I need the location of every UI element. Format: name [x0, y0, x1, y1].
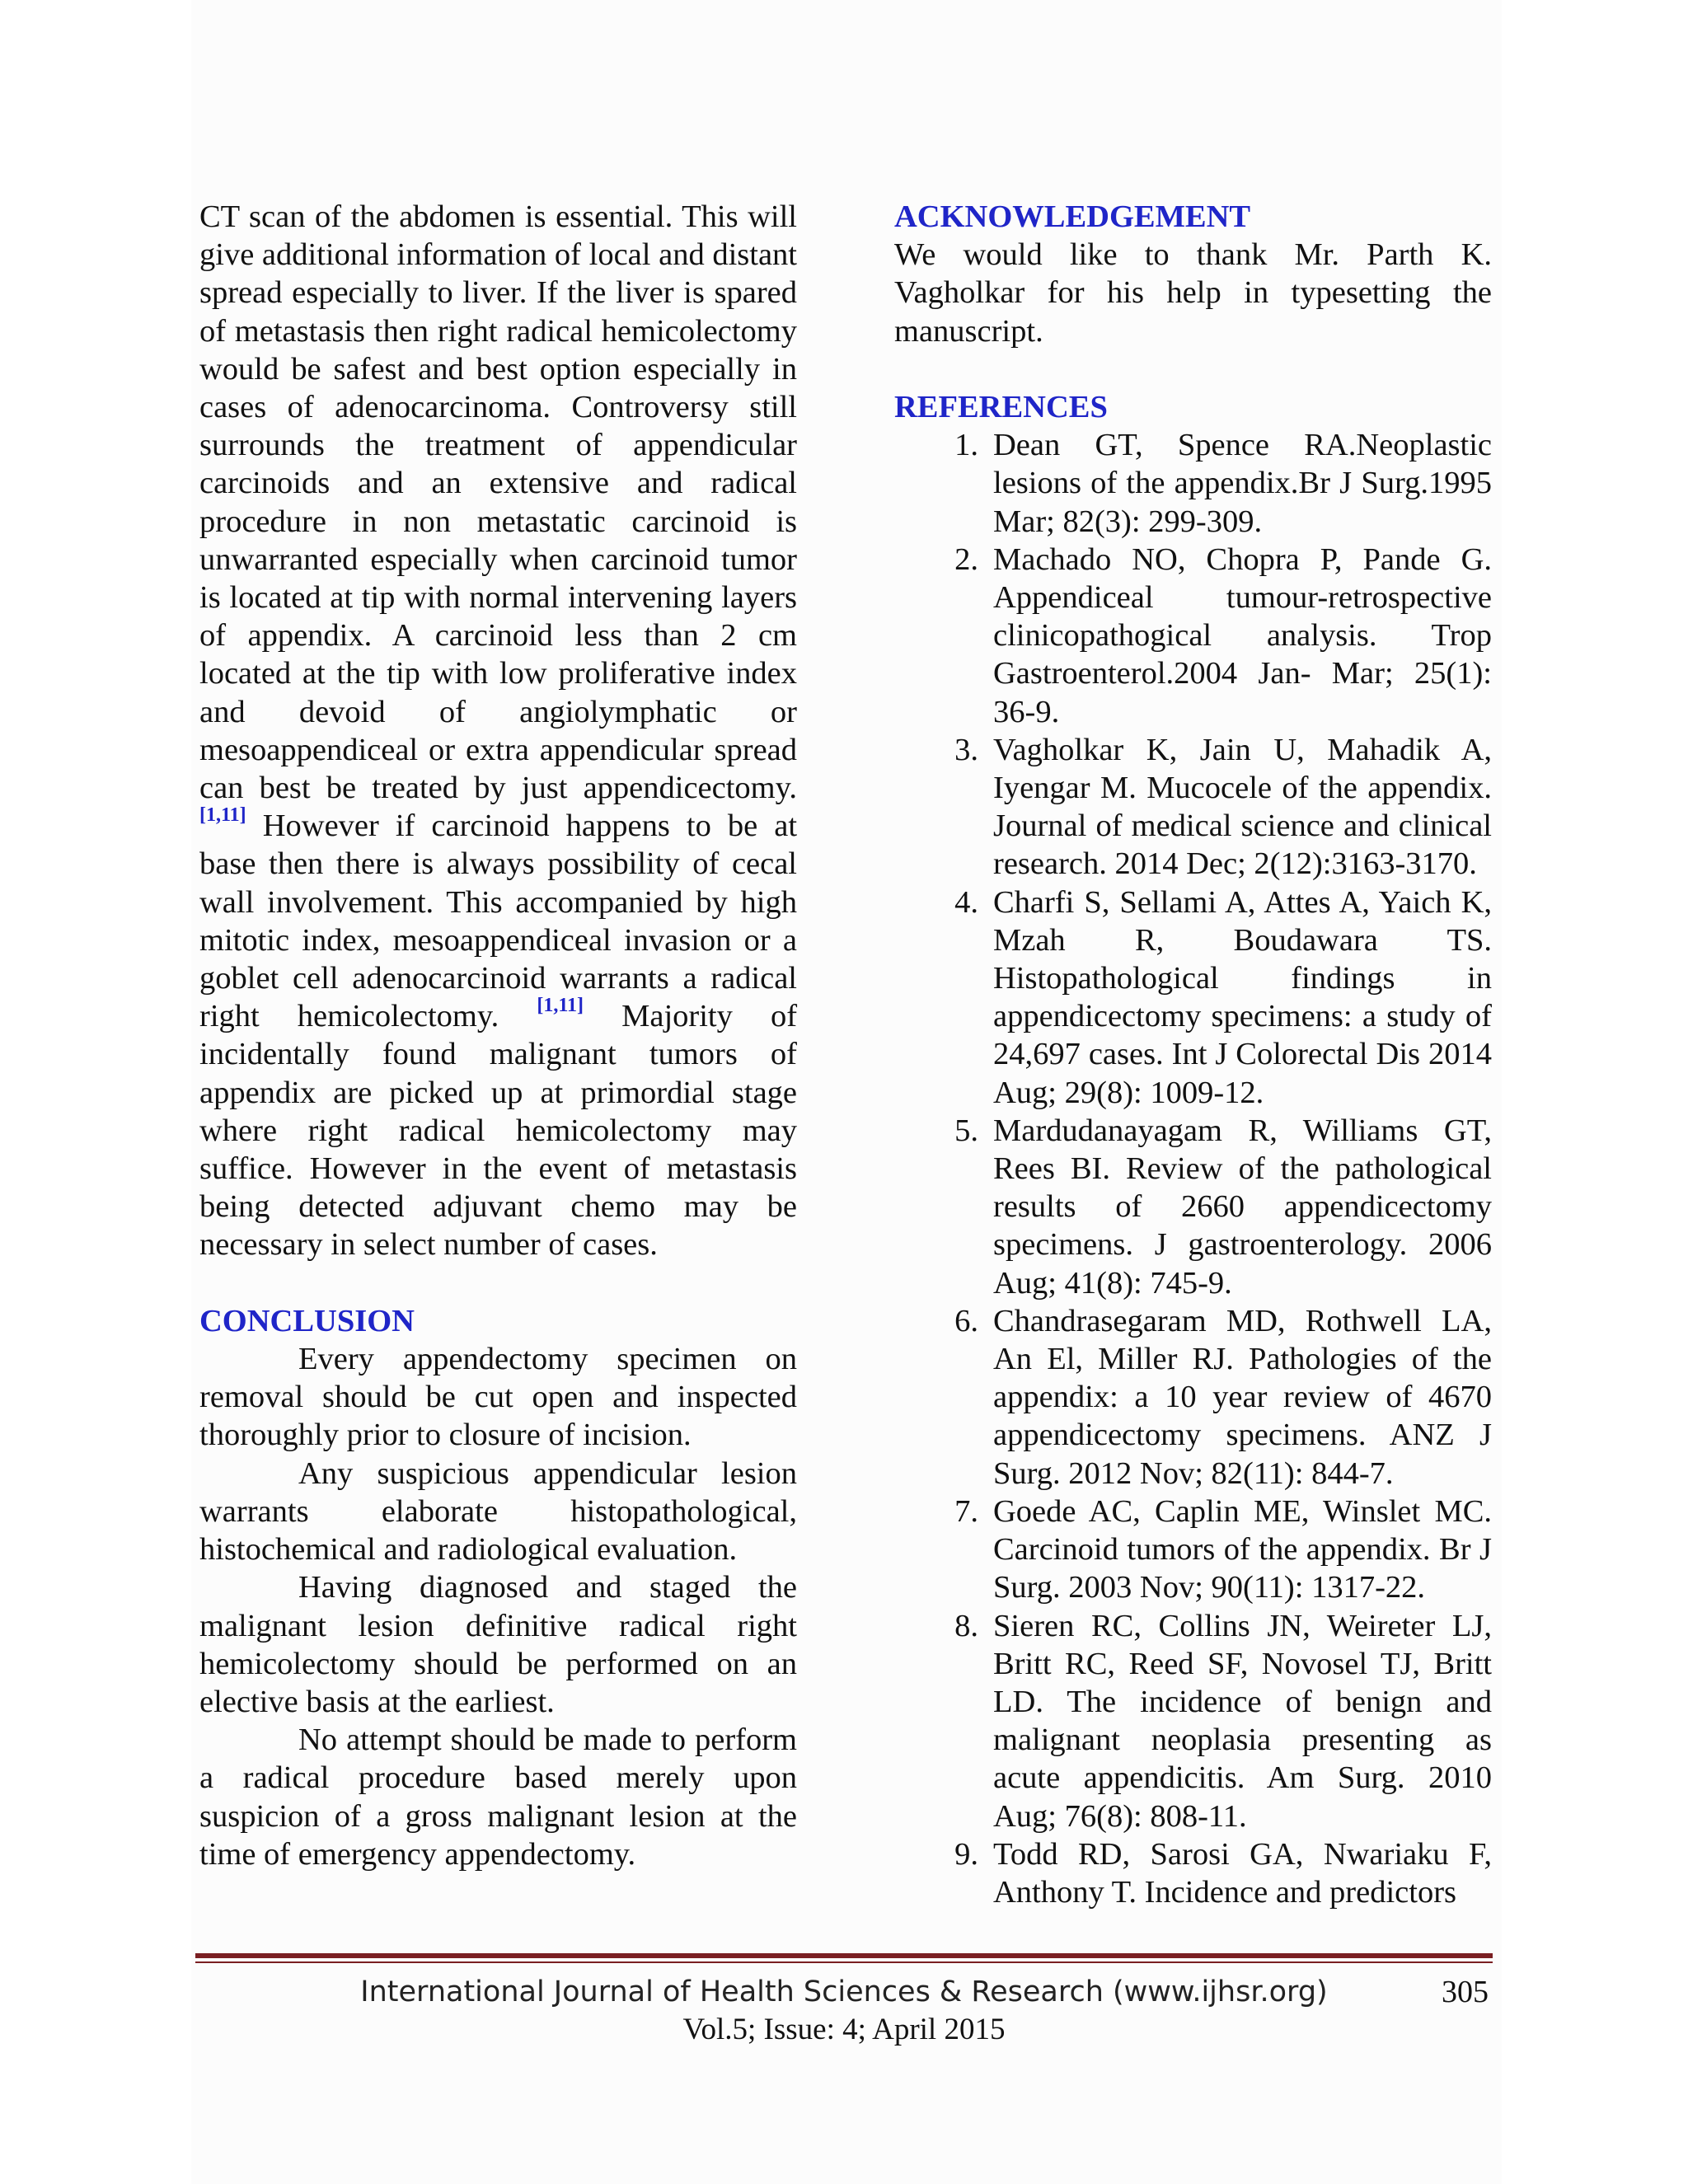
footer-issue: Vol.5; Issue: 4; April 2015 [682, 2013, 1006, 2046]
reference-text: Sieren RC, Collins JN, Weireter LJ, Britt RC, Reed SF, Novosel TJ, Britt LD. The incidence of benign and malignant neoplasia presenting as acute appendicitis. Am Surg. 2010 Aug; 76(8): 808-11. [993, 1608, 1492, 1834]
reference-number: 9. [954, 1836, 978, 1872]
reference-item [894, 1607, 1492, 1835]
discussion-paragraph [199, 198, 797, 1264]
reference-number: 6. [954, 1303, 978, 1338]
citation-link[interactable]: [1,11] [537, 995, 584, 1017]
reference-text: Goede AC, Caplin ME, Winslet MC. Carcinoid tumors of the appendix. Br J Surg. 2003 Nov; 90(11): 1317-22. [993, 1493, 1492, 1605]
page-number: 305 [1442, 1975, 1489, 2009]
reference-number: 1. [954, 428, 978, 463]
reference-list [894, 426, 1492, 1911]
reference-number: 4. [954, 884, 978, 920]
reference-text: Dean GT, Spence RA.Neoplastic lesions of the appendix.Br J Surg.1995 Mar; 82(3): 299-309. [993, 428, 1492, 539]
reference-item [894, 731, 1492, 883]
citation-link[interactable]: [1,11] [199, 804, 246, 827]
reference-text: Todd RD, Sarosi GA, Nwariaku F, Anthony T. Incidence and predictors [993, 1836, 1492, 1910]
footer-journal-name: International Journal of Health Sciences & Research (www.ijhsr.org) [360, 1975, 1328, 2008]
acknowledgement-heading: ACKNOWLEDGEMENT [894, 199, 1251, 234]
reference-item [894, 1835, 1492, 1911]
reference-text: Chandrasegaram MD, Rothwell LA, An El, Miller RJ. Pathologies of the appendix: a 10 year review of 4670 appendicectomy specimens. ANZ J Surg. 2012 Nov; 82(11): 844-7. [993, 1303, 1492, 1491]
conclusion-heading: CONCLUSION [199, 1303, 415, 1338]
reference-item [894, 1112, 1492, 1302]
reference-number: 7. [954, 1493, 978, 1529]
reference-item [894, 1493, 1492, 1607]
reference-text: Charfi S, Sellami A, Attes A, Yaich K, Mzah R, Boudawara TS. Histopathological findings in appendicectomy specimens: a study of 24,697 cases. Int J Colorectal Dis 2014 Aug; 29(8): 1009-12. [993, 884, 1492, 1110]
conclusion-paragraph: Every appendectomy specimen on removal should be cut open and inspected thoroughly prior to closure of incision. [199, 1342, 797, 1453]
discussion-text-2: However if carcinoid happens to be at base then there is always possibility of cecal wall involvement. This accompanied by high mitotic index, mesoappendiceal invasion or a goblet cell adenocarcinoid warrants a radical right hemicolectomy. [199, 808, 798, 1034]
reference-text: Vagholkar K, Jain U, Mahadik A, Iyengar M. Mucocele of the appendix. Journal of medical science and clinical research. 2014 Dec; 2(12):3163-3170. [993, 732, 1492, 882]
reference-number: 2. [954, 541, 978, 577]
reference-item [894, 1302, 1492, 1493]
reference-number: 3. [954, 732, 978, 767]
reference-number: 8. [954, 1608, 978, 1643]
discussion-text-3: Majority of incidentally found malignant tumors of appendix are picked up at primordial stage where right radical hemicolectomy may suffice. However in the event of metastasis being detected adjuvant chemo may be necessary in select number of cases. [199, 999, 798, 1263]
reference-text: Machado NO, Chopra P, Pande G. Appendiceal tumour-retrospective clinicopathogical analysis. Trop Gastroenterol.2004 Jan- Mar; 25(1): 36-9. [993, 541, 1492, 729]
discussion-text-1: CT scan of the abdomen is essential. This will give additional information of local and distant spread especially to liver. If the liver is spared of metastasis then right radical hemicolectomy would be safest and best option especially in cases of adenocarcinoma. Controversy still surrounds the treatment of appendicular carcinoids and an extensive and radical procedure in non metastatic carcinoid is unwarranted especially when carcinoid tumor is located at tip with normal intervening layers of appendix. A carcinoid less than 2 cm located at the tip with low proliferative index and devoid of angiolymphatic or mesoappendiceal or extra appendicular spread can best be treated by just appendicectomy. [199, 199, 797, 806]
reference-text: Mardudanayagam R, Williams GT, Rees BI. Review of the pathological results of 2660 appendicectomy specimens. J gastroenterology. 2006 Aug; 41(8): 745-9. [993, 1113, 1492, 1301]
reference-item [894, 541, 1492, 731]
right-column [894, 198, 1492, 1911]
conclusion-paragraph: Any suspicious appendicular lesion warrants elaborate histopathological, histochemical and radiological evaluation. [199, 1455, 797, 1568]
reference-item [894, 883, 1492, 1112]
left-column [199, 198, 797, 1873]
conclusion-paragraph: Having diagnosed and staged the malignant lesion definitive radical right hemicolectomy should be performed on an elective basis at the earliest. [199, 1570, 797, 1719]
footer-rule-thin [195, 1961, 1493, 1963]
reference-number: 5. [954, 1113, 978, 1148]
footer-rule [195, 1953, 1493, 1958]
conclusion-paragraph: No attempt should be made to perform a radical procedure based merely upon suspicion of a gross malignant lesion at the time of emergency appendectomy. [199, 1722, 797, 1872]
reference-item [894, 426, 1492, 541]
acknowledgement-text: We would like to thank Mr. Parth K. Vagholkar for his help in typesetting the manuscript. [894, 237, 1492, 349]
references-heading: REFERENCES [894, 390, 1108, 424]
